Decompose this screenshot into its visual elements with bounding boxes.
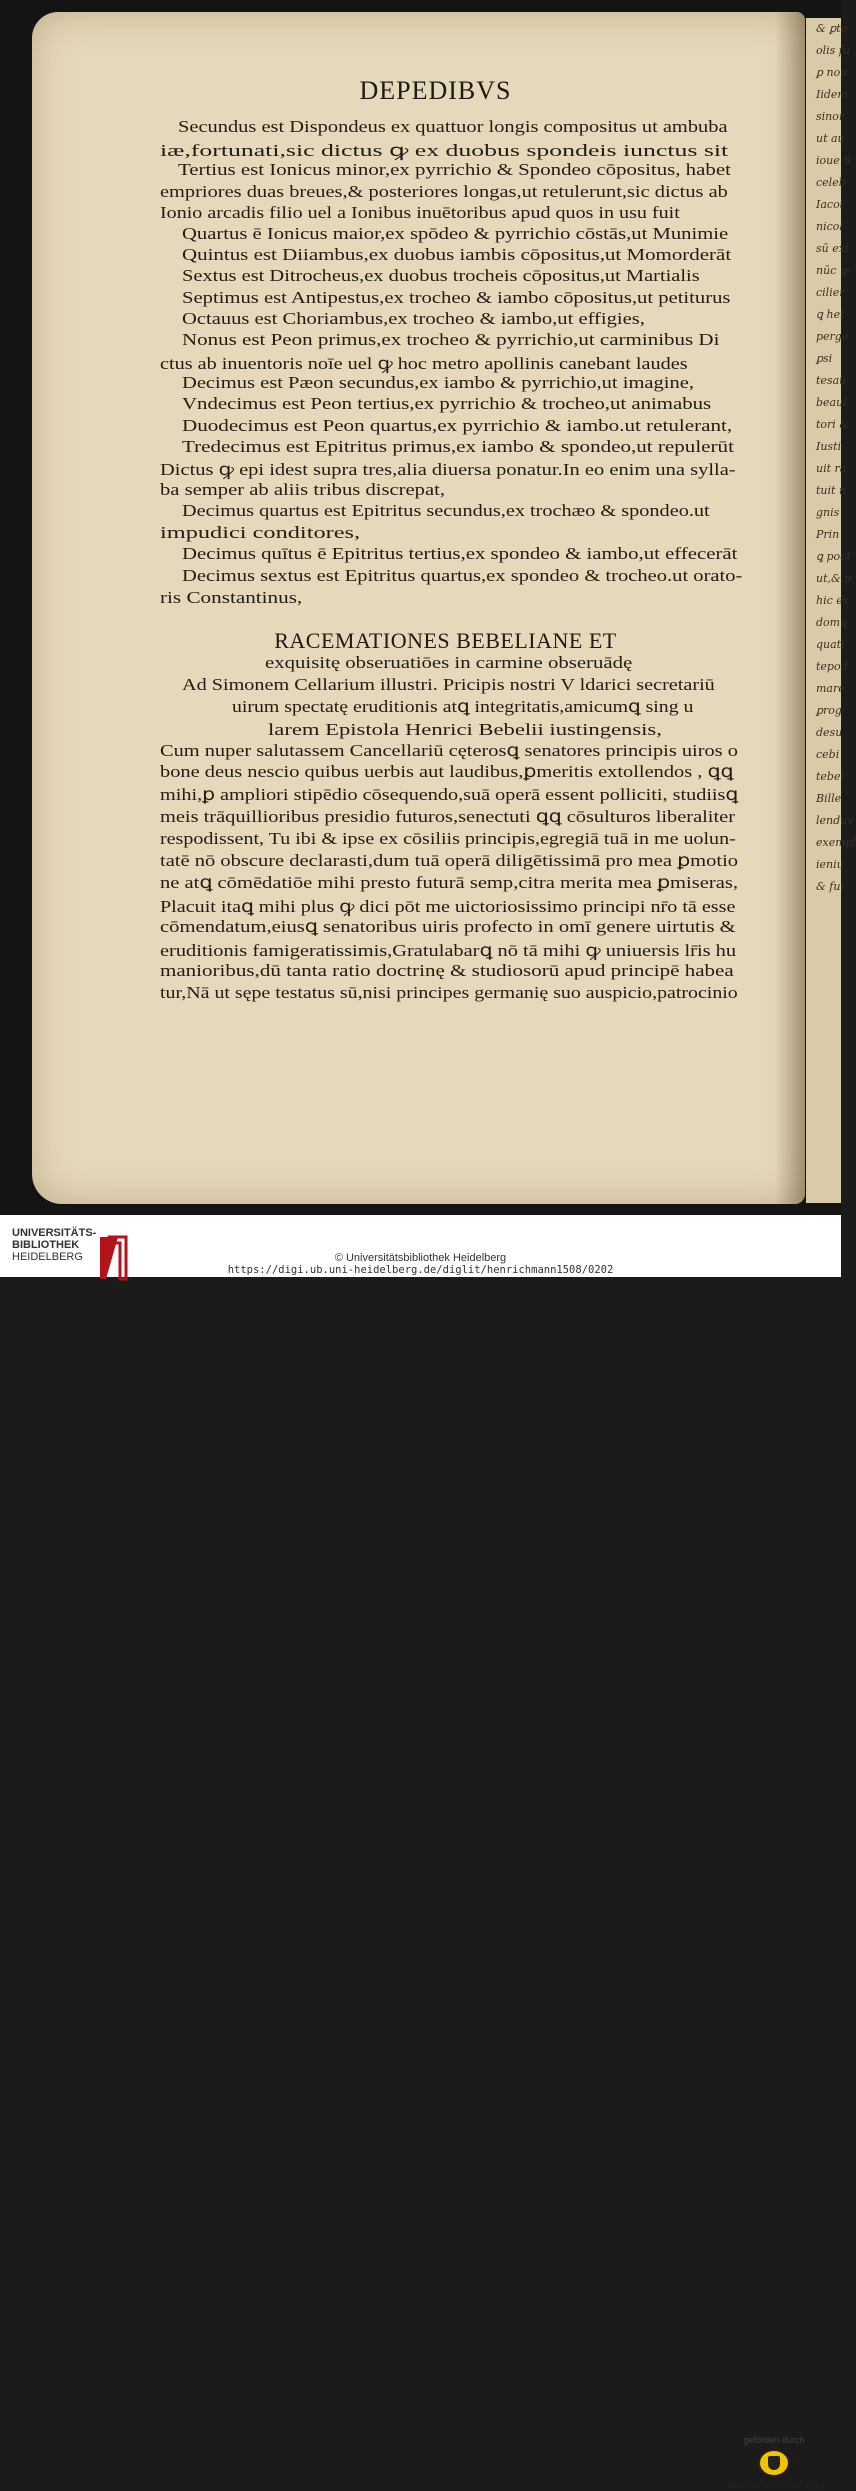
text-line: Placuit itaꝗ mihi plus ꝙ dici pōt me uictoriosissimo principi nr̄o tā esse [160, 897, 736, 916]
facing-page-fragment: lenduv [816, 814, 854, 827]
facing-page-fragment: tebel [816, 770, 844, 783]
text-line: Decimus quītus ē Epitritus tertius,ex spondeo & iambo,ut effecerāt [182, 544, 738, 563]
text-line: ctus ab inuentoris noīe uel ꝙ hoc metro apollinis canebant laudes [160, 354, 688, 373]
facing-page-fragment: celeb [816, 176, 846, 189]
facing-page-fragment: sinor [816, 110, 845, 123]
text-line: ba semper ab aliis tribus discrepat, [160, 480, 445, 499]
facing-page-fragment: cebi [816, 748, 840, 761]
text-line: respodissent, Tu ibi & ipse ex cōsiliis principis,egregiā tuā in me uolun- [160, 829, 736, 848]
facing-page-fragment: tesau [816, 374, 847, 387]
facing-page-fragment: nūc ꝙ [816, 264, 849, 277]
text-line: eruditionis famigeratissimis,Gratulabarꝗ nō tā mihi ꝙ uniuersis lr̄is hu [160, 941, 737, 960]
copyright-notice: © Universitätsbibliothek Heidelberg [334, 1252, 507, 1264]
facing-page-fragment: ꝗ poet [816, 550, 852, 563]
text-line: exquisitę obseruatiōes in carmine obseruādę [265, 653, 633, 672]
facing-page-fragment: tori & [816, 418, 850, 431]
facing-page-fragment: cilier [816, 286, 845, 299]
text-line: ris Constantinus, [160, 588, 303, 607]
facing-page-fragment: ioue S [816, 154, 851, 167]
text-line: empriores duas breues,& posteriores longas,ut retulerunt,sic dictus ab [160, 182, 728, 201]
text-line: manioribus,dū tanta ratio doctrinę & studiosorū apud principē habea [160, 961, 734, 980]
library-name-line1: UNIVERSITÄTS- [12, 1227, 97, 1239]
text-line: mihi,ꝑ ampliori stipēdio cōsequendo,suā operā essent polliciti, studiisꝗ [160, 785, 739, 804]
funded-by-label: gefördert durch [743, 2435, 805, 2445]
facing-page-fragment: Iacot [816, 198, 845, 211]
text-line: Dictus ꝙ epi idest supra tres,alia diuersa ponatur.In eo enim una sylla- [160, 460, 736, 479]
facing-page-fragment: domq [816, 616, 848, 629]
facing-page-fragment: sū exi [816, 242, 849, 255]
facing-page-fragment: nicol [816, 220, 843, 233]
facing-page-fragment: ieniu [816, 858, 844, 871]
facing-page-fragment: exempl [816, 836, 856, 849]
facing-page-fragment: ut,&,p [816, 572, 852, 585]
facing-page-fragment: Iusti [816, 440, 842, 453]
facing-page-fragment: ꝑrog [816, 704, 842, 717]
facing-page-fragment: Iidem [816, 88, 848, 101]
page-heading: DEPEDIBVS [359, 76, 512, 105]
facing-page-fragment: gnis [816, 506, 840, 519]
facing-page-fragment: beaul [816, 396, 847, 409]
text-line: Octauus est Choriambus,ex trocheo & iambo,ut effigies, [182, 309, 645, 328]
text-line: Cum nuper salutassem Cancellariū cęterosꝗ senatores principis uiros o [160, 741, 738, 760]
permalink-url[interactable]: https://digi.ub.uni-heidelberg.de/diglit/henrichmann1508/0202 [227, 1264, 614, 1276]
text-line: tur,Nā ut sępe testatus sū,nisi principes germanię suo auspicio,patrocinio [160, 983, 738, 1002]
text-line: Septimus est Antipestus,ex trocheo & iambo cōpositus,ut petiturus [182, 288, 731, 307]
facing-page-fragment: ꝑ nou [816, 66, 848, 79]
text-line: Decimus est Pæon secundus,ex iambo & pyrrichio,ut imagine, [182, 373, 695, 392]
text-line: Decimus sextus est Epitritus quartus,ex spondeo & trocheo.ut orato- [182, 566, 743, 585]
facing-page-fragment: desu [816, 726, 843, 739]
text-line: larem Epistola Henrici Bebelii iustingensis, [268, 720, 662, 739]
text-line: Duodecimus est Peon quartus,ex pyrrichio & iambo.ut retulerant, [182, 416, 733, 435]
text-line: iæ,fortunati,sic dictus ꝙ ex duobus spondeis iunctus sit [160, 141, 729, 160]
text-line: Nonus est Peon primus,ex trocheo & pyrrichio,ut carminibus Di [182, 330, 720, 349]
library-name-line2: BIBLIOTHEK [12, 1239, 80, 1251]
library-name-line3: HEIDELBERG [12, 1251, 83, 1263]
text-line: Quintus est Diiambus,ex duobus iambis cōpositus,ut Momorderāt [182, 245, 732, 264]
crest-icon [758, 2449, 790, 2477]
facing-page-fragment: & fui [816, 880, 844, 893]
section-heading: RACEMATIONES BEBELIANE ET [274, 628, 617, 653]
facing-page-fragment: olis fu [816, 44, 850, 57]
facing-page-fragment: uit ra [816, 462, 847, 475]
funder-logo[interactable] [719, 2435, 829, 2491]
text-line: ne atꝗ cōmēdatiōe mihi presto futurā semp,citra merita mea ꝑmiseras, [160, 873, 738, 892]
page-gutter-shadow [775, 12, 805, 1204]
text-line: cōmendatum,eiusꝗ senatoribus uiris profecto in omī genere uirtutis & [160, 917, 736, 936]
facing-page-fragment: Prin [816, 528, 840, 541]
facing-page-fragment: perge [816, 330, 849, 343]
text-line: impudici conditores, [160, 523, 361, 542]
text-line: Tredecimus est Epitritus primus,ex iambo & spondeo,ut repulerūt [182, 437, 734, 456]
text-line: Sextus est Ditrocheus,ex duobus trocheis cōpositus,ut Martialis [182, 266, 700, 285]
text-line: Vndecimus est Peon tertius,ex pyrrichio & trocheo,ut animabus [182, 394, 712, 413]
funder-name: Baden-Württemberg [728, 2479, 820, 2491]
facing-page-fragment: quati [816, 638, 845, 651]
text-line: tatē nō obscure declarasti,dum tuā operā diligētissimā pro mea ꝑmotio [160, 851, 739, 870]
facing-page-fragment: ꝗ het [816, 308, 845, 321]
facing-page-edge [806, 18, 856, 1203]
facing-page-fragment: hic ex [816, 594, 849, 607]
text-line: Quartus ē Ionicus maior,ex spōdeo & pyrrichio cōstās,ut Munimie [182, 224, 729, 243]
text-line: uirum spectatę eruditionis atꝗ integritatis,amicumꝗ sing u [232, 697, 694, 716]
facing-page-fragment: tepod [816, 660, 848, 673]
text-line: Ionio arcadis filio uel a Ionibus inuētoribus apud quos in usu fuit [160, 203, 680, 222]
facing-page-fragment: & ꝑte [816, 22, 848, 35]
facing-page-fragment: ut au [816, 132, 845, 145]
facing-page-fragment: Bille [816, 792, 842, 805]
text-line: bone deus nescio quibus uerbis aut laudibus,ꝑmeritis extollendos , ꝗꝗ [160, 762, 734, 781]
text-line: meis trāquillioribus presidio futuros,senectuti ꝗꝗ cōsulturos liberaliter [160, 807, 735, 826]
text-line: Decimus quartus est Epitritus secundus,ex trochæo & spondeo.ut [182, 501, 710, 520]
text-line: Ad Simonem Cellarium illustri. Pricipis nostri V ldarici secretariū [182, 675, 715, 694]
text-line: Tertius est Ionicus minor,ex pyrrichio & Spondeo cōpositus, habet [178, 160, 731, 179]
facing-page-fragment: ꝑsi [816, 352, 833, 365]
facing-page-fragment: tuit n [816, 484, 847, 497]
facing-page-fragment: mare [816, 682, 845, 695]
text-line: Secundus est Dispondeus ex quattuor longis compositus ut ambuba [178, 117, 728, 136]
